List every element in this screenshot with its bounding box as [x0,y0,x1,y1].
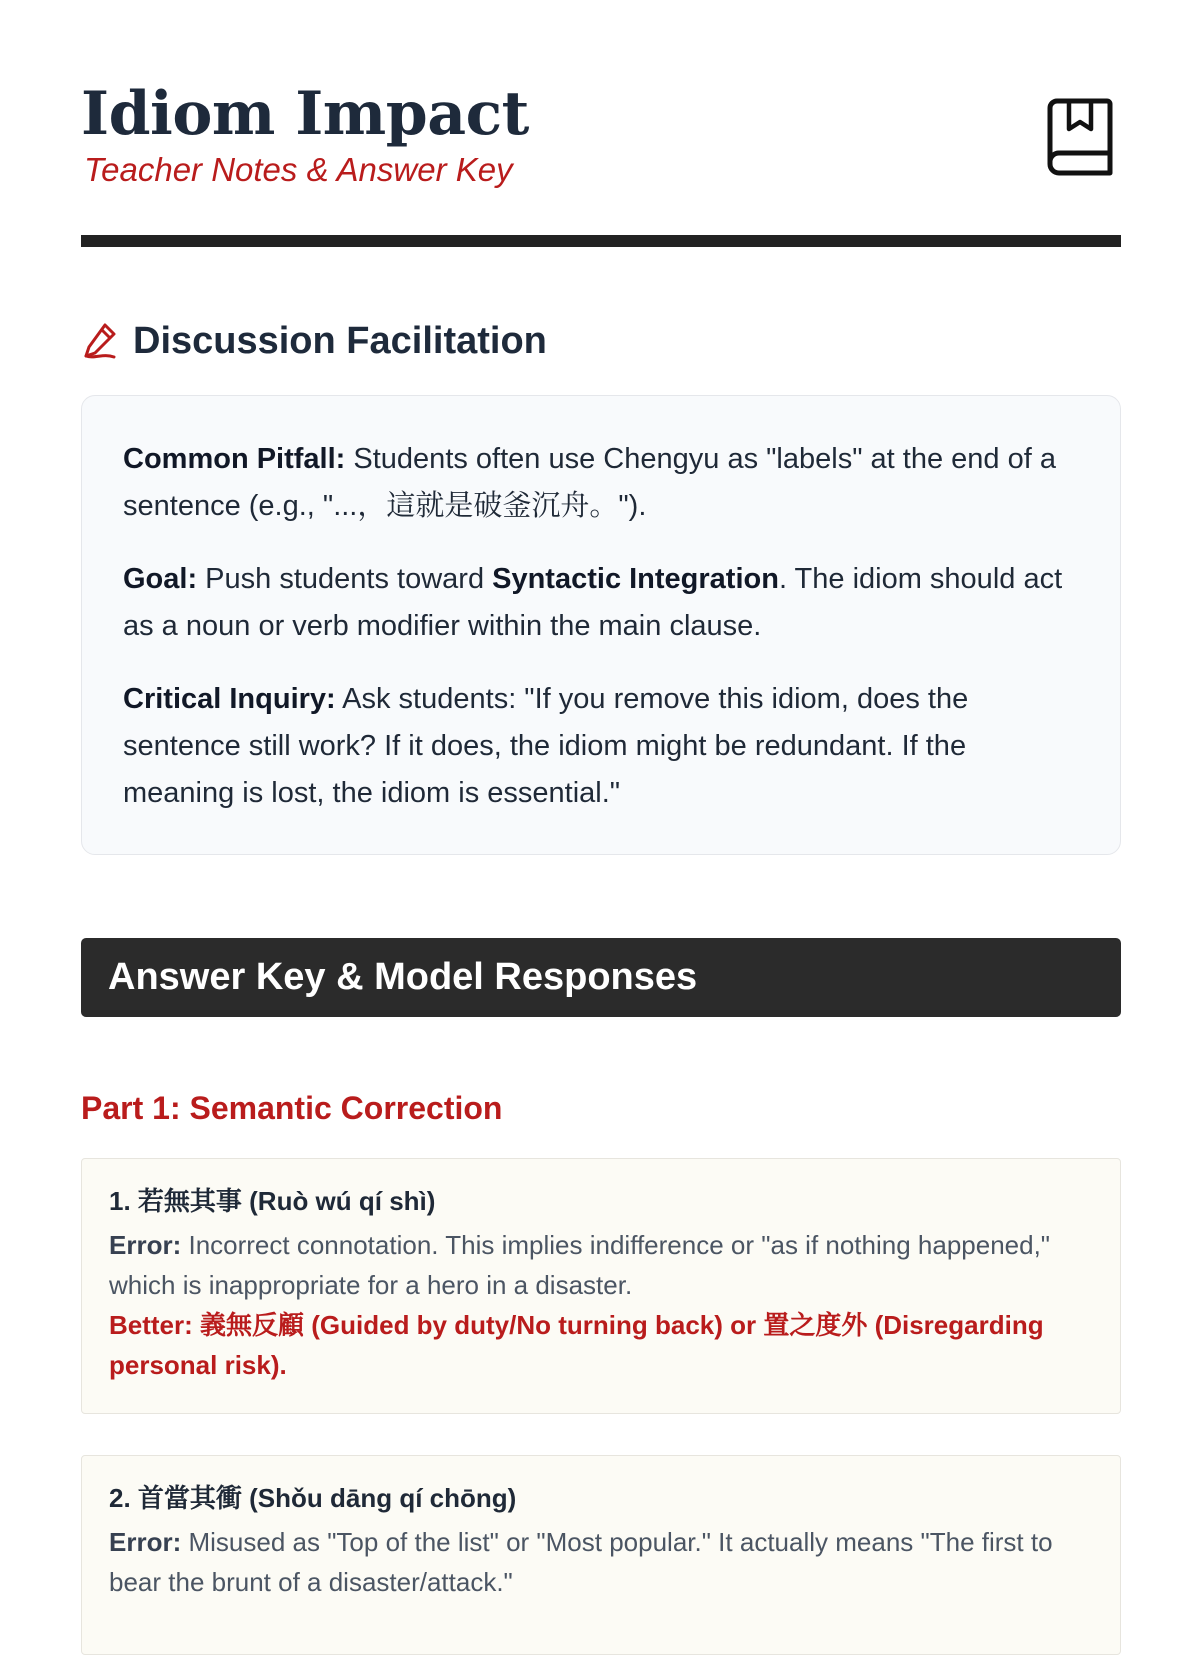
error-label: Error: [109,1230,182,1260]
answer-item-title: 1. 若無其事 (Ruò wú qí shì) [109,1186,436,1216]
answer-item-card [81,1455,1121,1655]
inquiry-label: Critical Inquiry: [123,683,336,715]
book-bookmark-icon [1047,98,1113,176]
discussion-title: Discussion Facilitation [133,319,547,362]
pitfall-paragraph [123,436,1080,530]
discussion-box [81,395,1121,855]
answer-item-card [81,1158,1121,1414]
header-divider [81,235,1121,247]
page-subtitle: Teacher Notes & Answer Key [84,151,513,188]
part1-heading: Part 1: Semantic Correction [81,1090,503,1126]
answer-item-title: 2. 首當其衝 (Shǒu dāng qí chōng) [109,1483,517,1513]
pitfall-label: Common Pitfall: [123,443,346,475]
discussion-heading [81,316,547,366]
goal-label: Goal: [123,563,198,595]
teacher-notes-page [81,0,1121,1597]
goal-paragraph [123,556,1080,650]
answer-key-banner [81,938,1121,1017]
error-text: Misused as "Top of the list" or "Most popular." It actually means "The first to bear the brunt of a disaster/attack." [109,1527,1053,1597]
inquiry-paragraph [123,676,1080,817]
page-header [81,0,1121,250]
goal-text-before: Push students toward [197,563,493,595]
error-text: Incorrect connotation. This implies indifference or "as if nothing happened," which is inappropriate for a hero in a disaster. [109,1230,1051,1300]
page-title: Idiom Impact [81,79,529,149]
error-label: Error: [109,1527,182,1557]
goal-emphasis: Syntactic Integration [492,563,779,595]
inquiry-text: Ask students: "If you remove this idiom, does the sentence still work? If it does, the idiom might be redundant. If the meaning is lost, the idiom is essential." [123,683,969,809]
pen-icon [81,321,119,361]
answer-item-error [109,1522,1093,1602]
answer-item-error [109,1225,1093,1305]
pitfall-text: Students often use Chengyu as "labels" at the end of a sentence (e.g., "...，這就是破釜沉舟。"). [123,443,1056,522]
answer-key-title: Answer Key & Model Responses [108,956,698,998]
answer-item-better: Better: 義無反顧 (Guided by duty/No turning back) or 置之度外 (Disregarding personal risk). [109,1310,1044,1380]
goal-text-after: . The idiom should act as a noun or verb modifier within the main clause. [123,563,1063,642]
